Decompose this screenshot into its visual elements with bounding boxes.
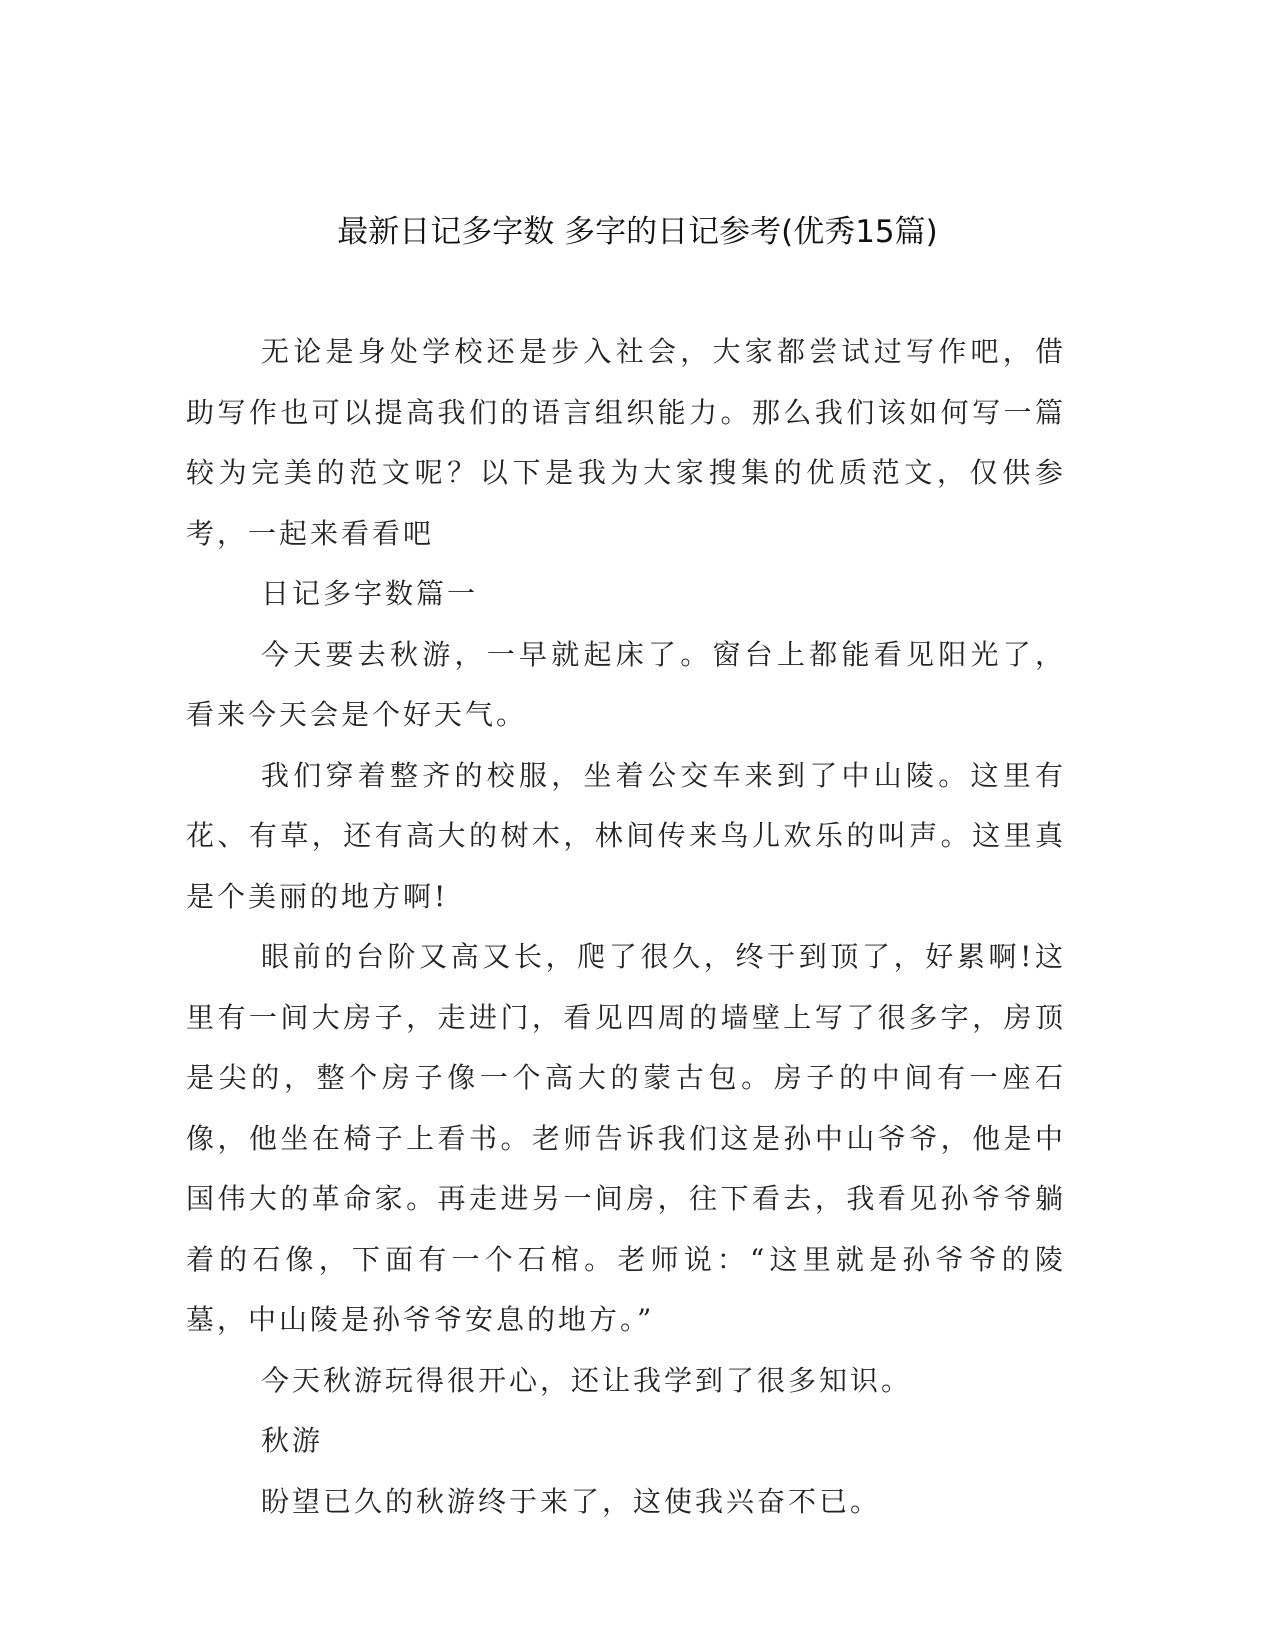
body-paragraph: 今天要去秋游，一早就起床了。窗台上都能看见阳光了，看来今天会是个好天气。 bbox=[186, 637, 1066, 731]
intro-paragraph: 无论是身处学校还是步入社会，大家都尝试过写作吧，借助写作也可以提高我们的语言组织能力。那么我们该如何写一篇较为完美的范文呢？以下是我为大家搜集的优质范文，仅供参考，一起来看看吧 bbox=[186, 335, 1066, 550]
body-paragraph: 眼前的台阶又高又长，爬了很久，终于到顶了，好累啊!这里有一间大房子，走进门，看见四周的墙壁上写了很多字，房顶是尖的，整个房子像一个高大的蒙古包。房子的中间有一座石像，他坐在椅子上看书。老师告诉我们这是孙中山爷爷，他是中国伟大的革命家。再走进另一间房，往下看去，我看见孙爷爷躺着的石像，下面有一个石棺。老师说：“这里就是孙爷爷的陵墓，中山陵是孙爷爷安息的地方。” bbox=[186, 940, 1066, 1336]
section-heading: 日记多字数篇一 bbox=[261, 577, 479, 610]
document-title: 最新日记多字数 多字的日记参考(优秀15篇) bbox=[337, 214, 938, 250]
document-body bbox=[186, 322, 1066, 1532]
body-paragraph: 我们穿着整齐的校服，坐着公交车来到了中山陵。这里有花、有草，还有高大的树木，林间传来鸟儿欢乐的叫声。这里真是个美丽的地方啊! bbox=[186, 758, 1066, 913]
body-paragraph: 盼望已久的秋游终于来了，这使我兴奋不已。 bbox=[261, 1484, 882, 1518]
body-paragraph: 今天秋游玩得很开心，还让我学到了很多知识。 bbox=[261, 1363, 913, 1397]
section-heading: 秋游 bbox=[261, 1424, 324, 1457]
